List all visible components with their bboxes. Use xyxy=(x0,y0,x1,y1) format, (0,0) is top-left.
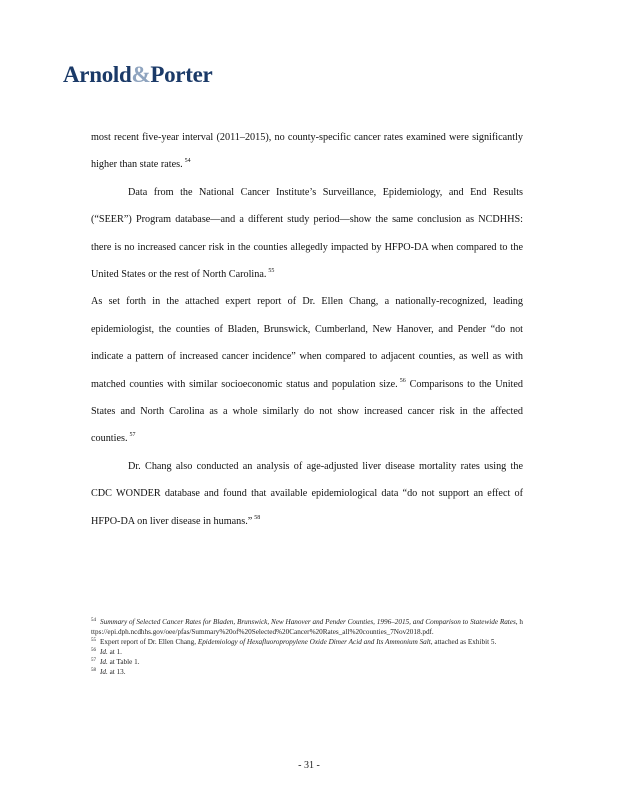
logo-ampersand: & xyxy=(131,62,151,87)
footnotes xyxy=(91,617,523,677)
paragraph-2 xyxy=(91,179,523,289)
footnote-number: 58 xyxy=(91,668,96,673)
logo-text-porter: Porter xyxy=(150,62,213,87)
footnote-56 xyxy=(91,647,523,657)
footnote-number: 55 xyxy=(91,638,96,643)
paragraph-3 xyxy=(91,288,523,452)
paragraph-text: Data from the National Cancer Institute’s Surveillance, Epidemiology, and End Results (“SEER”) Program database—and a different study period—show the same conclusion as NCDHHS: there is no increased cancer risk in the counties allegedly impacted by HFPO-DA when compared to the United States or the rest of North Carolina. xyxy=(91,186,523,281)
footnote-58 xyxy=(91,667,523,677)
firm-logo xyxy=(63,62,212,88)
footnote-id: Id. xyxy=(100,648,108,656)
paragraph-4 xyxy=(91,453,523,535)
paragraph-text: As set forth in the attached expert report of Dr. Ellen Chang, a nationally-recognized, leading epidemiologist, the counties of Bladen, Brunswick, Cumberland, New Hanover, and Pender “do not indicate a pattern of increased cancer incidence” when compared to adjacent counties, as well as with matched counties with similar socioeconomic status and population size. xyxy=(91,296,523,390)
footnote-ref[interactable]: 56 xyxy=(399,377,406,384)
footnote-ref[interactable]: 55 xyxy=(268,268,275,275)
footnote-ref[interactable]: 54 xyxy=(184,158,191,165)
footnote-text: , attached as Exhibit 5. xyxy=(430,638,497,646)
paragraph-text: Dr. Chang also conducted an analysis of age-adjusted liver disease mortality rates using the CDC WONDER database and found that available epidemiological data “do not support an effect of HFPO-DA on liver disease in humans.” xyxy=(91,460,523,527)
footnote-number: 57 xyxy=(91,658,96,663)
logo-text-arnold: Arnold xyxy=(63,62,132,87)
footnote-text: Expert report of Dr. Ellen Chang, xyxy=(100,638,198,646)
footnote-54 xyxy=(91,617,523,637)
paragraph-1 xyxy=(91,124,523,179)
footnote-number: 56 xyxy=(91,648,96,653)
footnote-ref[interactable]: 57 xyxy=(129,432,136,439)
footnote-title: Summary of Selected Cancer Rates for Bladen, Brunswick, New Hanover and Pender Counties, 1996–2015, and Comparison to Statewide Rates xyxy=(100,618,516,626)
footnote-text: at 13. xyxy=(107,668,126,676)
paragraph-text: most recent five-year interval (2011–2015), no county-specific cancer rates examined were significantly higher than state rates. xyxy=(91,132,523,171)
page-number: - 31 - xyxy=(298,760,320,771)
footnote-number: 54 xyxy=(91,618,96,623)
footnote-id: Id. xyxy=(100,658,108,666)
footnote-57 xyxy=(91,657,523,667)
footnote-55 xyxy=(91,637,523,647)
footnote-text: at 1. xyxy=(107,648,122,656)
footnote-title: Epidemiology of Hexafluoropropylene Oxide Dimer Acid and Its Ammonium Salt xyxy=(197,638,431,646)
body-text xyxy=(91,124,523,535)
footnote-link[interactable]: , https://epi.dph.ncdhhs.gov/oee/pfas/Summary%20of%20Selected%20Cancer%20Rates_all%20counties_7Nov2018.pdf. xyxy=(91,618,523,636)
footnote-text: at Table 1. xyxy=(107,658,140,666)
footnote-ref[interactable]: 58 xyxy=(254,514,261,521)
paragraph-text: Comparisons to the United States and North Carolina as a whole similarly do not show increased cancer risk in the affected counties. xyxy=(91,378,523,445)
footnote-id: Id. xyxy=(100,668,108,676)
